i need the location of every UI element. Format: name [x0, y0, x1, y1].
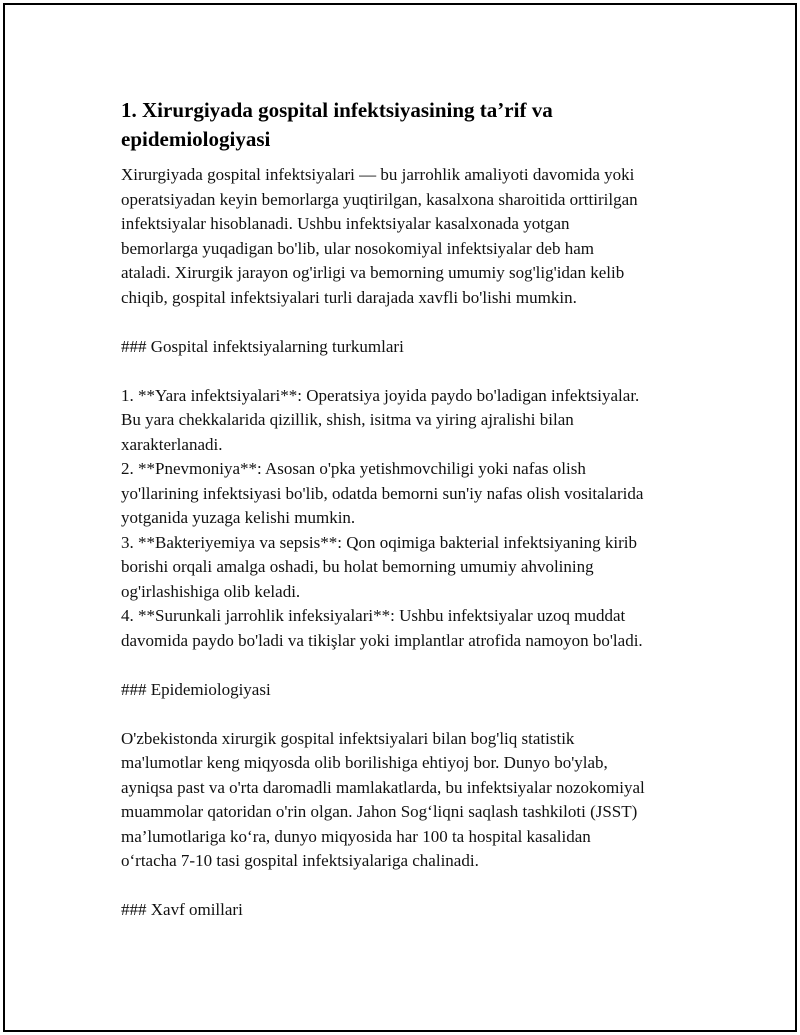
text-line: ma'lumotlar keng miqyosda olib borilishiga ehtiyoj bor. Dunyo bo'ylab, — [121, 753, 608, 772]
list-item-line: 3. **Bakteriyemiya va sepsis**: Qon oqimiga bakterial infektsiyaning kirib — [121, 532, 638, 552]
list-item-line: Bu yara chekkalarida qizillik, shish, isitma va yiring ajralishi bilan — [121, 410, 574, 429]
text-line: operatsiyadan keyin bemorlarga yuqtirilgan, kasalxona sharoitida orttirilgan — [121, 189, 638, 209]
text-line: muammolar qatoridan o'rin olgan. Jahon Sog‘liqni saqlash tashkiloti (JSST) — [121, 802, 638, 821]
list-item-line: og'irlashishiga olib keladi. — [121, 581, 301, 601]
intro-paragraph — [121, 163, 691, 310]
epidemiology-paragraph — [121, 727, 691, 874]
list-item-line: yotganida yuzaga kelishi mumkin. — [121, 508, 356, 527]
list-item-line: davomida paydo bo'ladi va tikişlar yoki implantlar atrofida namoyon bo'ladi. — [121, 630, 643, 650]
text-line: bemorlarga yuqadigan bo'lib, ular nosokomiyal infektsiyalar deb ham — [121, 238, 594, 258]
document-content — [121, 96, 691, 947]
section-heading-epidemiology — [121, 678, 691, 703]
title-line: 1. Xirurgiyada gospital infektsiyasining ta’rif va — [121, 98, 553, 122]
list-item-line: xarakterlanadi. — [121, 434, 223, 454]
categories-list — [121, 384, 691, 654]
text-line: o‘rtacha 7-10 tasi gospital infektsiyalariga chalinadi. — [121, 851, 479, 870]
document-page — [3, 3, 797, 1032]
list-item-line: borishi orqali amalga oshadi, bu holat bemorning umumiy ahvolining — [121, 557, 594, 576]
text-line: ataladi. Xirurgik jarayon og'irligi va bemorning umumiy sog'lig'idan kelib — [121, 263, 625, 282]
text-line: ayniqsa past va o'rta daromadli mamlakatlarda, bu infektsiyalar nozokomiyal — [121, 777, 645, 797]
document-title — [121, 96, 691, 154]
text-line: ### Gospital infektsiyalarning turkumlari — [121, 336, 404, 356]
text-line: O'zbekistonda xirurgik gospital infektsiyalari bilan bog'liq statistik — [121, 728, 575, 748]
section-heading-risk-factors — [121, 898, 691, 923]
section-heading-categories — [121, 335, 691, 360]
list-item-line: 1. **Yara infektsiyalari**: Operatsiya joyida paydo bo'ladigan infektsiyalar. — [121, 385, 640, 405]
text-line: infektsiyalar hisoblanadi. Ushbu infektsiyalar kasalxonada yotgan — [121, 214, 570, 233]
list-item-line: 2. **Pnevmoniya**: Asosan o'pka yetishmovchiligi yoki nafas olish — [121, 459, 586, 478]
text-line: ### Xavf omillari — [121, 900, 243, 919]
title-line: epidemiologiyasi — [121, 127, 271, 151]
text-line: ### Epidemiologiyasi — [121, 679, 271, 699]
text-line: chiqib, gospital infektsiyalari turli darajada xavfli bo'lishi mumkin. — [121, 287, 577, 307]
list-item-line: 4. **Surunkali jarrohlik infeksiyalari**: Ushbu infektsiyalar uzoq muddat — [121, 606, 626, 625]
text-line: ma’lumotlariga ko‘ra, dunyo miqyosida har 100 ta hospital kasalidan — [121, 826, 591, 846]
text-line: Xirurgiyada gospital infektsiyalari — bu jarrohlik amaliyoti davomida yoki — [121, 165, 635, 184]
list-item-line: yo'llarining infektsiyasi bo'lib, odatda bemorni sun'iy nafas olish vositalarida — [121, 483, 644, 503]
